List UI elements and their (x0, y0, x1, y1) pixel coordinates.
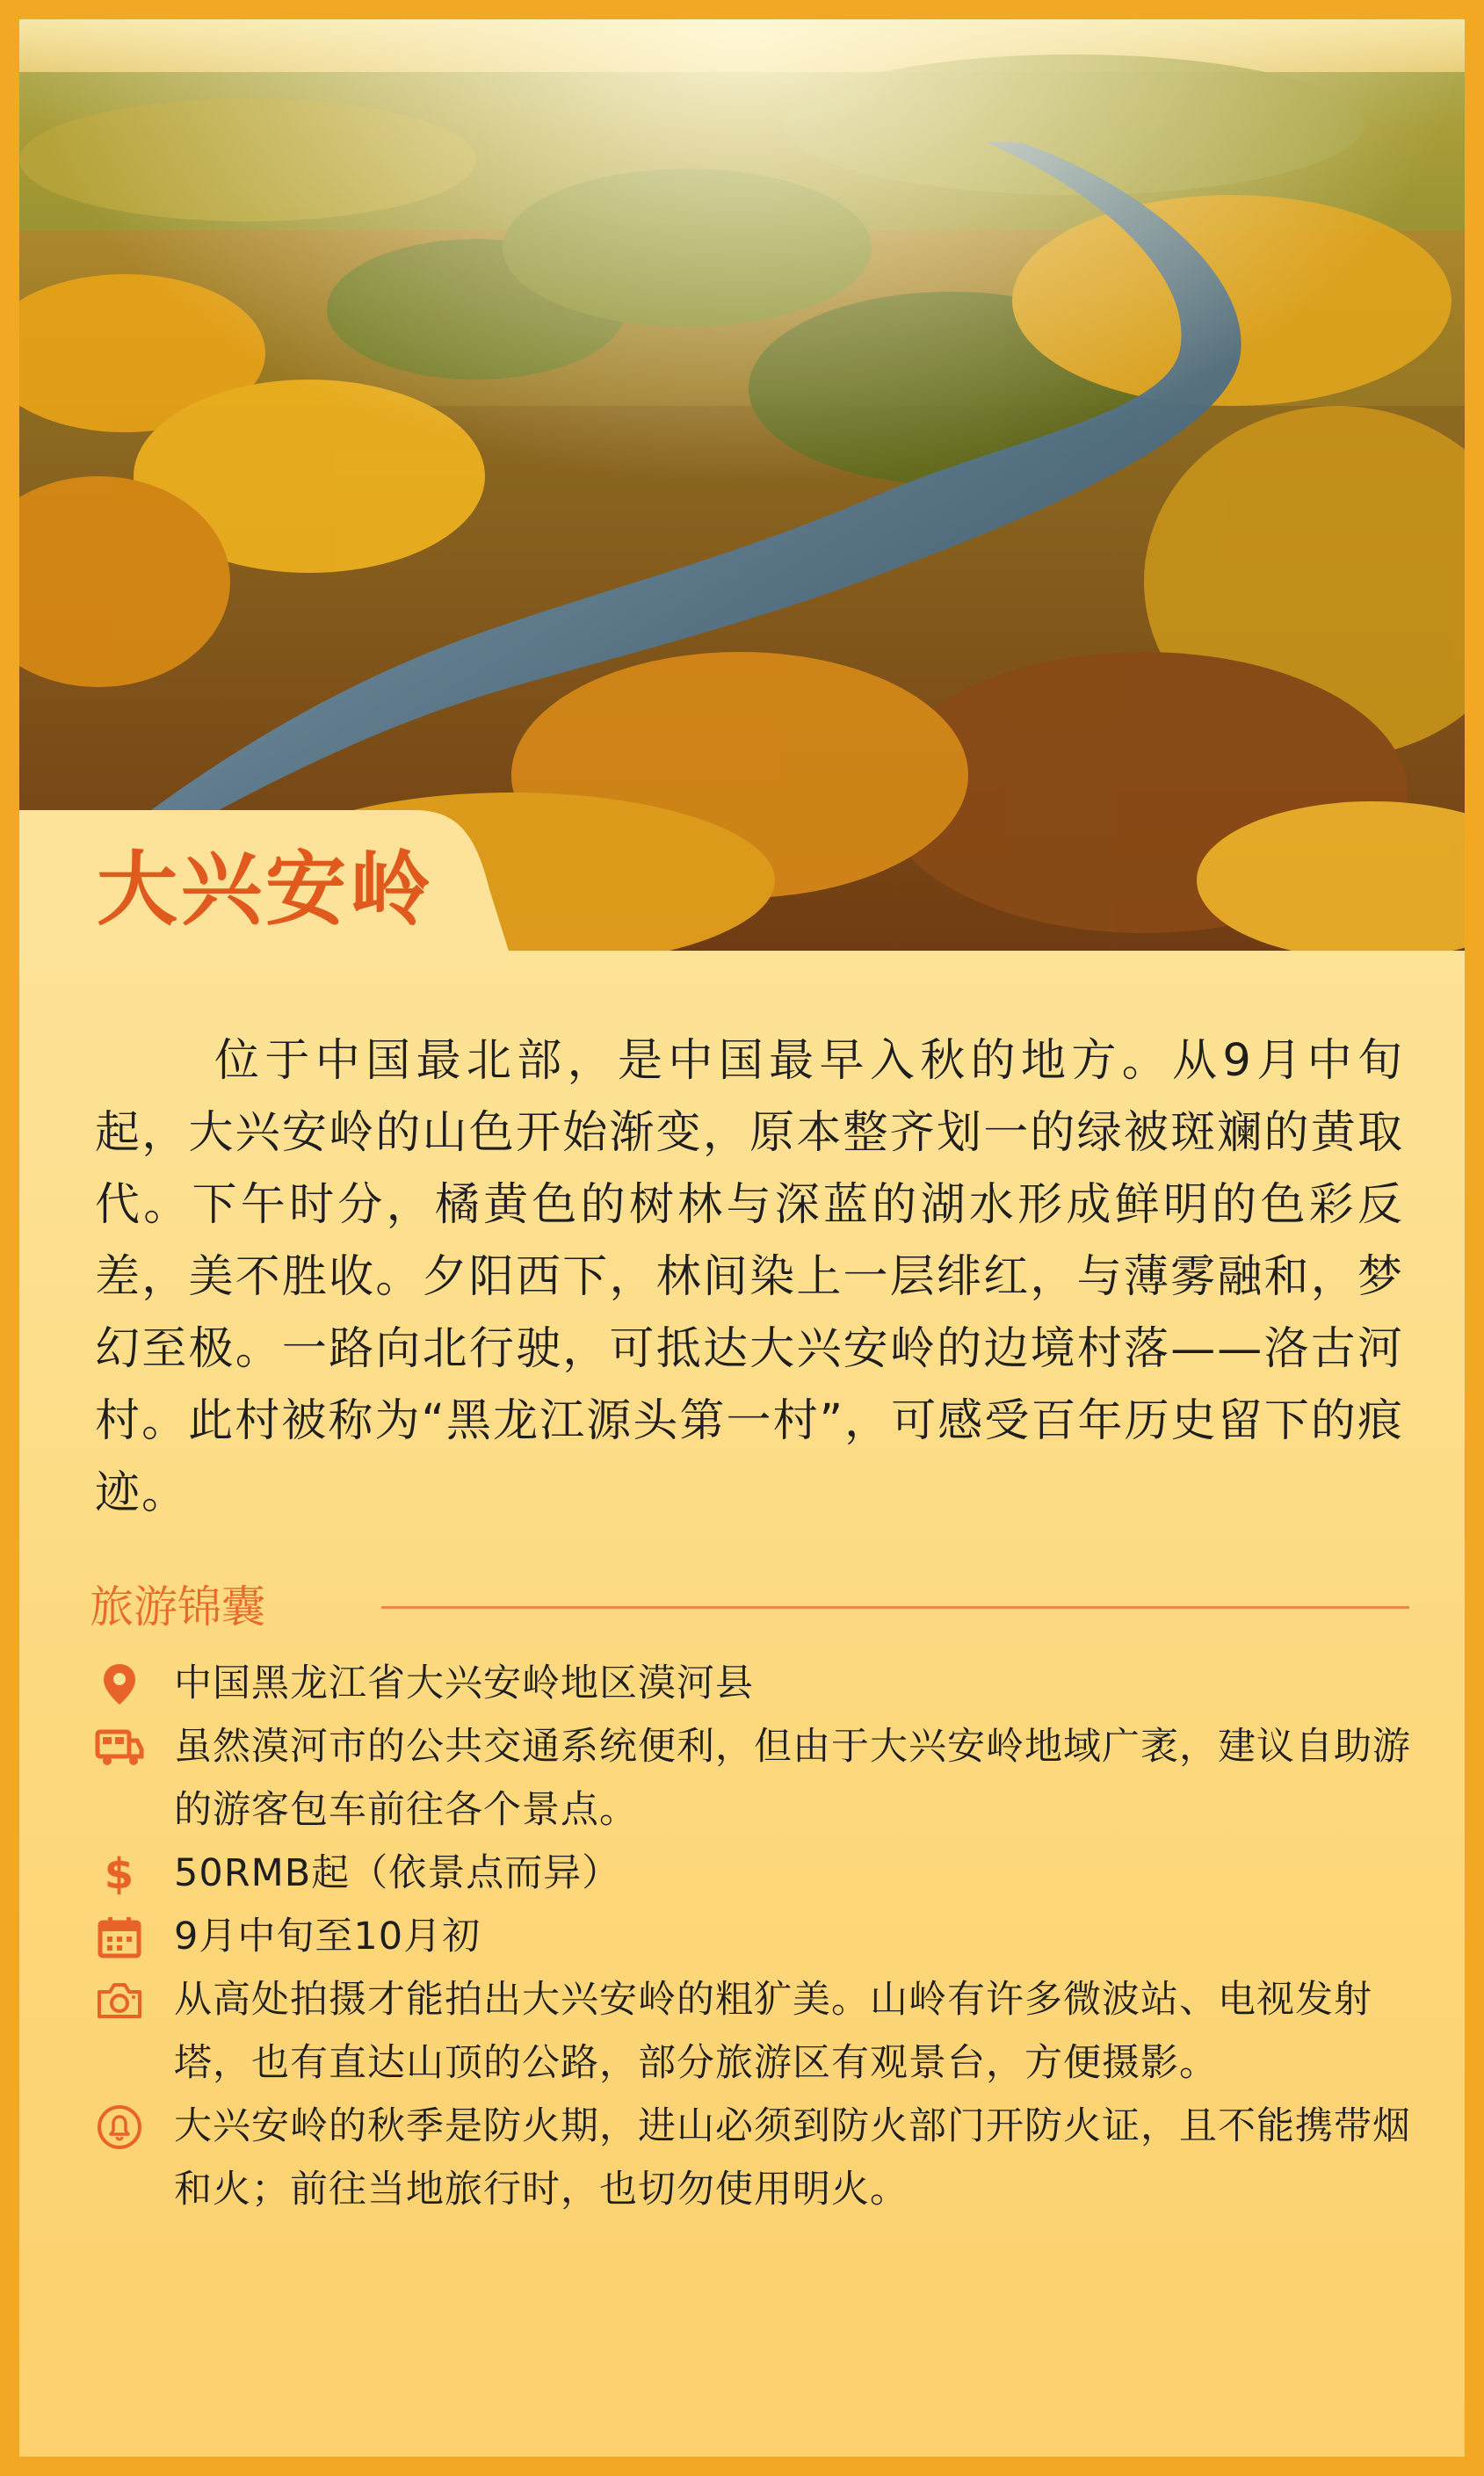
location-pin-icon (95, 1662, 144, 1706)
dollar-icon: $ (104, 1850, 135, 1899)
tip-location-text: 中国黑龙江省大兴安岭地区漠河县 (174, 1662, 754, 1705)
tip-price-text: 50RMB起（依景点而异） (174, 1851, 621, 1895)
intro-paragraph: 位于中国最北部，是中国最早入秋的地方。从9月中旬起，大兴安岭的山色开始渐变，原本整齐划一的绿被斑斓的黄取代。下午时分，橘黄色的树林与深蓝的湖水形成鲜明的色彩反差，美不胜收。夕阳西下，林间染上一层绯红，与薄雾融和，梦幻至极。一路向北行驶，可抵达大兴安岭的边境村落——洛古河村。此村被称为“黑龙江源头第一村”，可感受百年历史留下的痕迹。 (95, 1035, 1404, 1519)
tip-warning (95, 2095, 1413, 2221)
camera-icon (95, 1979, 144, 2023)
tip-season-text: 9月中旬至10月初 (174, 1915, 481, 1958)
tip-transport (95, 1715, 1413, 1842)
page-title: 大兴安岭 (97, 843, 435, 937)
tip-location (95, 1652, 1413, 1715)
bell-alert-icon (95, 2105, 144, 2149)
tip-transport-text: 虽然漠河市的公共交通系统便利，但由于大兴安岭地域广袤，建议自助游的游客包车前往各个景点。 (174, 1725, 1411, 1832)
section-divider (381, 1606, 1409, 1609)
bus-icon (95, 1726, 144, 1770)
tip-photography (95, 1968, 1413, 2095)
guide-card (19, 19, 1465, 2457)
tips-heading: 旅游锦囊 (90, 1582, 265, 1633)
tip-photography-text: 从高处拍摄才能拍出大兴安岭的粗犷美。山岭有许多微波站、电视发射塔，也有直达山顶的公路，部分旅游区有观景台，方便摄影。 (174, 1978, 1372, 2085)
tip-season (95, 1905, 1413, 1968)
tips-list (95, 1652, 1413, 2221)
calendar-icon (95, 1915, 144, 1959)
tip-price (95, 1842, 1413, 1905)
tip-warning-text: 大兴安岭的秋季是防火期，进山必须到防火部门开防火证，且不能携带烟和火；前往当地旅行时，也切勿使用明火。 (174, 2104, 1411, 2212)
